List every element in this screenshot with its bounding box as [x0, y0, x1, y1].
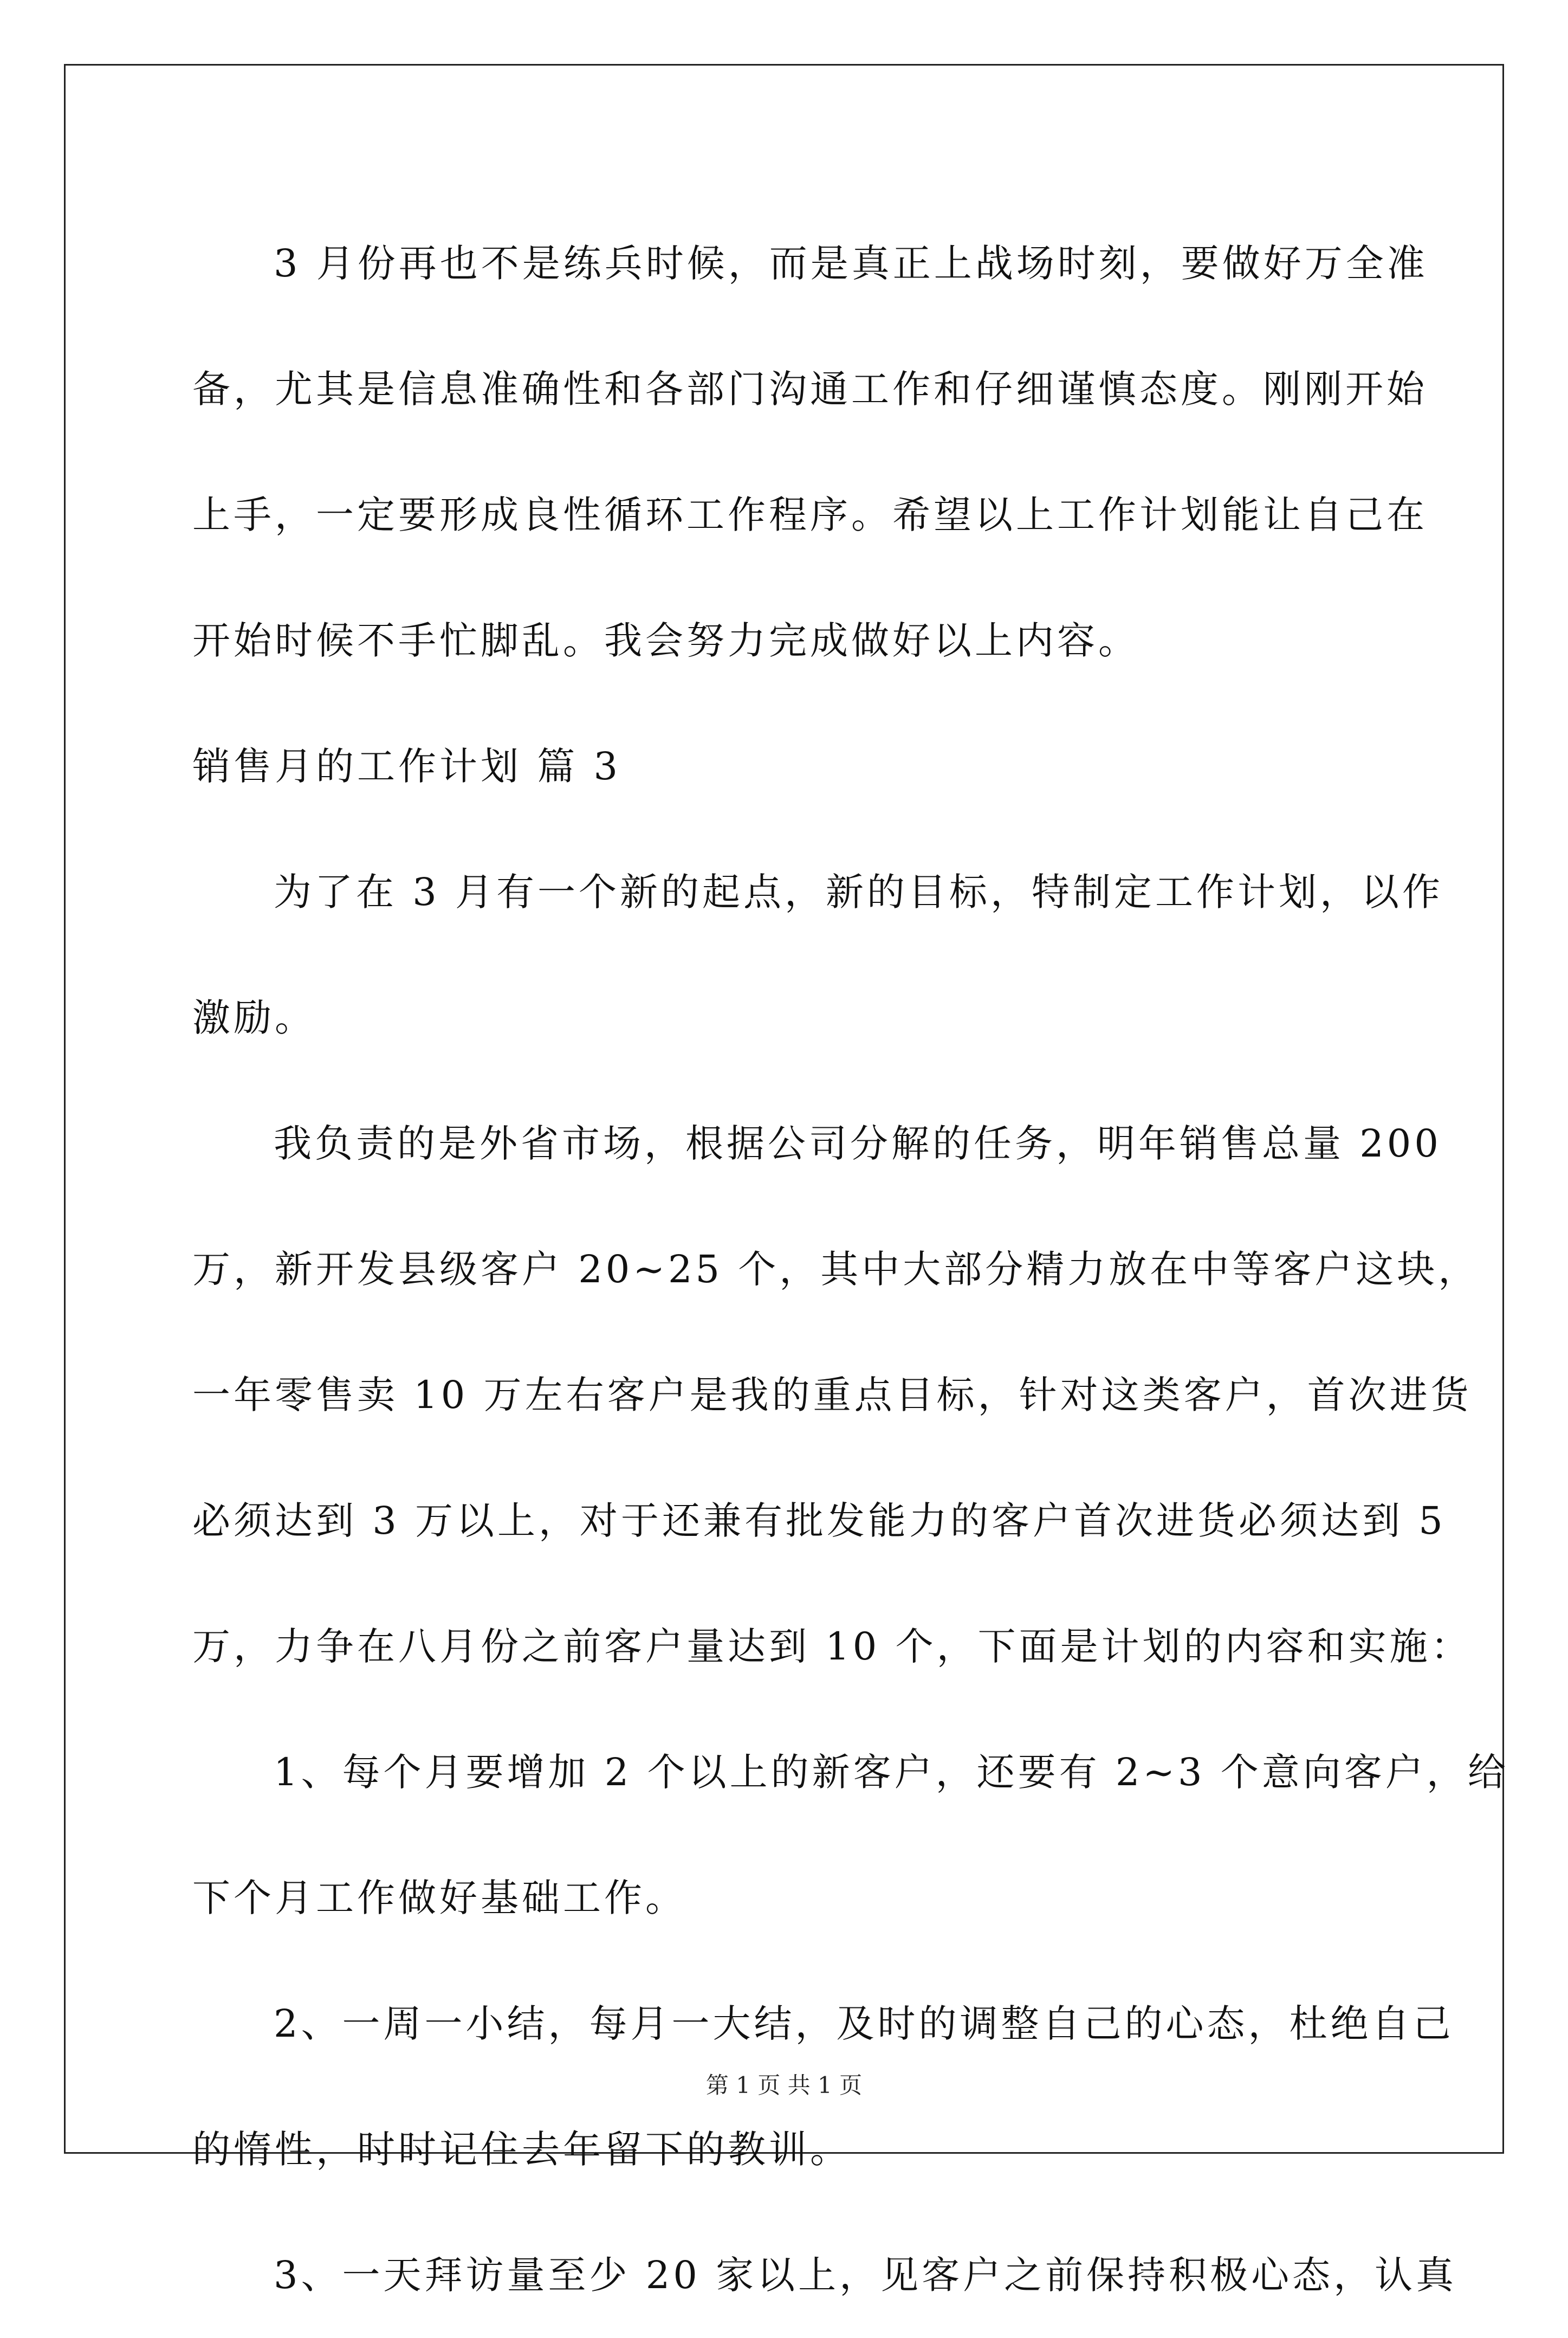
- list-item-line: 2、一周一小结，每月一大结，及时的调整自己的心态，杜绝自己: [274, 2001, 1454, 2046]
- list-item-line: 下个月工作做好基础工作。: [192, 1876, 686, 1920]
- list-item-line: 的惰性，时时记住去年留下的教训。: [192, 2127, 851, 2172]
- paragraph-line: 万，新开发县级客户 20~25 个，其中大部分精力放在中等客户这块，: [192, 1247, 1480, 1291]
- document-body: [192, 201, 1509, 2338]
- paragraph-line: 上手，一定要形成良性循环工作程序。希望以上工作计划能让自己在: [192, 493, 1428, 537]
- paragraph-line: 开始时候不手忙脚乱。我会努力完成做好以上内容。: [192, 618, 1139, 663]
- paragraph-line: 一年零售卖 10 万左右客户是我的重点目标，针对这类客户，首次进货: [192, 1373, 1472, 1417]
- paragraph-line: 我负责的是外省市场，根据公司分解的任务，明年销售总量 200: [274, 1121, 1442, 1166]
- paragraph-line: 为了在 3 月有一个新的起点，新的目标，特制定工作计划，以作: [274, 870, 1444, 914]
- paragraph-line: 备，尤其是信息准确性和各部门沟通工作和仔细谨慎态度。刚刚开始: [192, 367, 1428, 411]
- paragraph-line: 万，力争在八月份之前客户量达到 10 个，下面是计划的内容和实施：: [192, 1624, 1472, 1669]
- paragraph-line: 3 月份再也不是练兵时候，而是真正上战场时刻，要做好万全准: [274, 241, 1428, 286]
- list-item-line: 3、一天拜访量至少 20 家以上，见客户之前保持积极心态，认真: [274, 2253, 1457, 2297]
- paragraph-line: 必须达到 3 万以上，对于还兼有批发能力的客户首次进货必须达到 5: [192, 1499, 1446, 1543]
- section-heading: 销售月的工作计划 篇 3: [192, 744, 621, 789]
- list-item-line: 1、每个月要增加 2 个以上的新客户，还要有 2~3 个意向客户，给: [274, 1750, 1509, 1794]
- paragraph-line: 激励。: [192, 996, 316, 1040]
- page-number-footer: 第 1 页 共 1 页: [705, 2072, 863, 2098]
